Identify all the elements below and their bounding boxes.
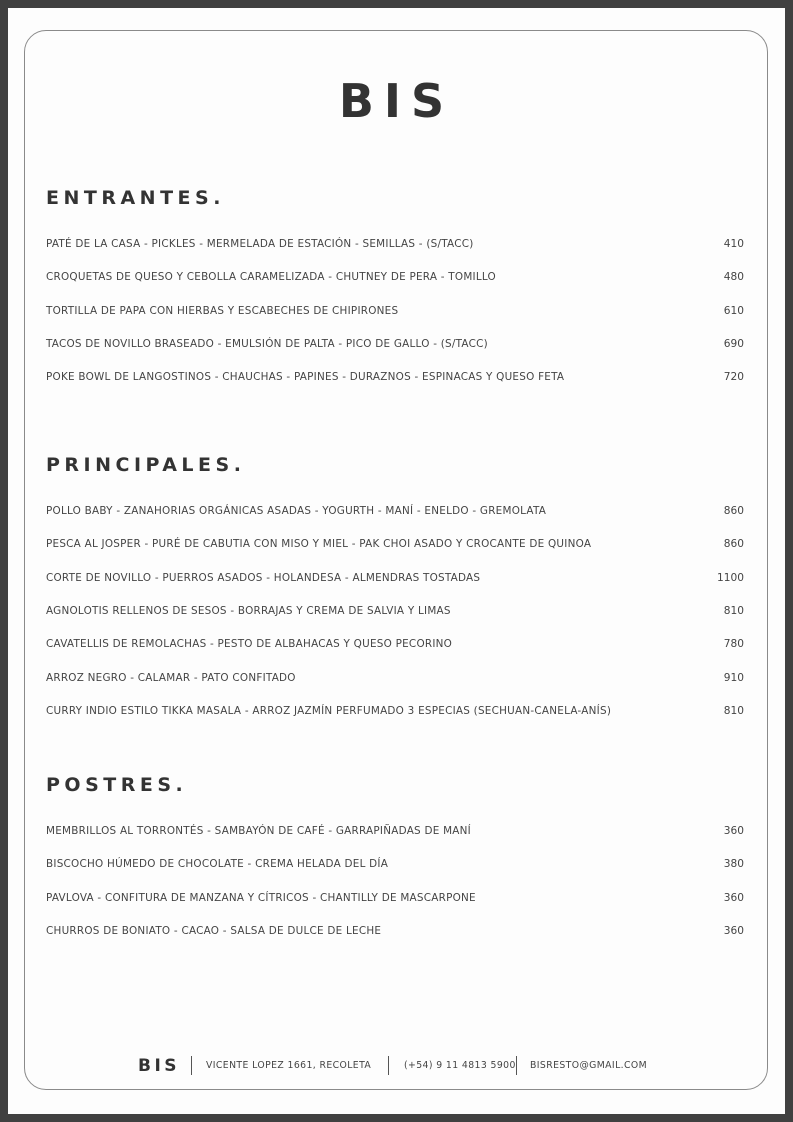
item-price: 360 xyxy=(723,825,744,837)
brand-logo: BIS xyxy=(338,74,455,128)
item-description: MEMBRILLOS AL TORRONTÉS - SAMBAYÓN DE CAFÉ - GARRAPIÑADAS DE MANÍ xyxy=(46,825,471,837)
item-description: ARROZ NEGRO - CALAMAR - PATO CONFITADO xyxy=(46,672,296,684)
menu-item xyxy=(46,636,746,652)
footer-divider xyxy=(516,1056,517,1075)
item-description: PATÉ DE LA CASA - PICKLES - MERMELADA DE ESTACIÓN - SEMILLAS - (S/TACC) xyxy=(46,238,474,250)
item-price: 720 xyxy=(723,371,744,383)
section-title-entrantes: ENTRANTES. xyxy=(46,187,225,209)
menu-item xyxy=(46,303,746,319)
item-description: CROQUETAS DE QUESO Y CEBOLLA CARAMELIZADA - CHUTNEY DE PERA - TOMILLO xyxy=(46,271,496,283)
item-description: TACOS DE NOVILLO BRASEADO - EMULSIÓN DE PALTA - PICO DE GALLO - (S/TACC) xyxy=(46,338,488,350)
menu-item xyxy=(46,890,746,906)
item-price: 360 xyxy=(723,925,744,937)
menu-item xyxy=(46,570,746,586)
item-price: 360 xyxy=(723,892,744,904)
item-description: PAVLOVA - CONFITURA DE MANZANA Y CÍTRICOS - CHANTILLY DE MASCARPONE xyxy=(46,892,476,904)
footer-email[interactable]: BISRESTO@GMAIL.COM xyxy=(530,1060,648,1071)
item-price: 1100 xyxy=(717,572,744,584)
item-price: 480 xyxy=(723,271,744,283)
item-price: 690 xyxy=(723,338,744,350)
menu-item xyxy=(46,369,746,385)
item-price: 810 xyxy=(723,705,744,717)
menu-item xyxy=(46,336,746,352)
item-price: 810 xyxy=(723,605,744,617)
item-description: CHURROS DE BONIATO - CACAO - SALSA DE DULCE DE LECHE xyxy=(46,925,382,937)
menu-item xyxy=(46,503,746,519)
section-title-postres: POSTRES. xyxy=(46,774,188,796)
menu-item xyxy=(46,823,746,839)
item-description: PESCA AL JOSPER - PURÉ DE CABUTIA CON MISO Y MIEL - PAK CHOI ASADO Y CROCANTE DE QUINOA xyxy=(46,538,592,550)
item-description: CORTE DE NOVILLO - PUERROS ASADOS - HOLANDESA - ALMENDRAS TOSTADAS xyxy=(46,572,481,584)
item-price: 410 xyxy=(723,238,744,250)
item-price: 910 xyxy=(723,672,744,684)
item-description: BISCOCHO HÚMEDO DE CHOCOLATE - CREMA HELADA DEL DÍA xyxy=(46,858,389,870)
item-description: POLLO BABY - ZANAHORIAS ORGÁNICAS ASADAS - YOGURTH - MANÍ - ENELDO - GREMOLATA xyxy=(46,505,547,517)
menu-item xyxy=(46,236,746,252)
item-price: 380 xyxy=(723,858,744,870)
menu-item xyxy=(46,923,746,939)
menu-item xyxy=(46,670,746,686)
menu-item xyxy=(46,603,746,619)
footer xyxy=(0,1055,793,1077)
menu-item xyxy=(46,856,746,872)
footer-divider xyxy=(388,1056,389,1075)
footer-brand-logo: BIS xyxy=(138,1056,181,1076)
section-title-principales: PRINCIPALES. xyxy=(46,454,246,476)
menu-item xyxy=(46,536,746,552)
menu-item xyxy=(46,269,746,285)
item-price: 860 xyxy=(723,538,744,550)
item-description: AGNOLOTIS RELLENOS DE SESOS - BORRAJAS Y CREMA DE SALVIA Y LIMAS xyxy=(46,605,451,617)
footer-address: VICENTE LOPEZ 1661, RECOLETA xyxy=(206,1060,372,1071)
footer-phone: (+54) 9 11 4813 5900 xyxy=(404,1060,516,1071)
footer-divider xyxy=(191,1056,192,1075)
item-description: CURRY INDIO ESTILO TIKKA MASALA - ARROZ JAZMÍN PERFUMADO 3 ESPECIAS (SECHUAN-CANELA-ANÍS) xyxy=(46,705,612,717)
item-price: 860 xyxy=(723,505,744,517)
item-description: TORTILLA DE PAPA CON HIERBAS Y ESCABECHES DE CHIPIRONES xyxy=(46,305,399,317)
menu-item xyxy=(46,703,746,719)
item-description: CAVATELLIS DE REMOLACHAS - PESTO DE ALBAHACAS Y QUESO PECORINO xyxy=(46,638,453,650)
item-price: 610 xyxy=(723,305,744,317)
item-description: POKE BOWL DE LANGOSTINOS - CHAUCHAS - PAPINES - DURAZNOS - ESPINACAS Y QUESO FETA xyxy=(46,371,565,383)
item-price: 780 xyxy=(723,638,744,650)
